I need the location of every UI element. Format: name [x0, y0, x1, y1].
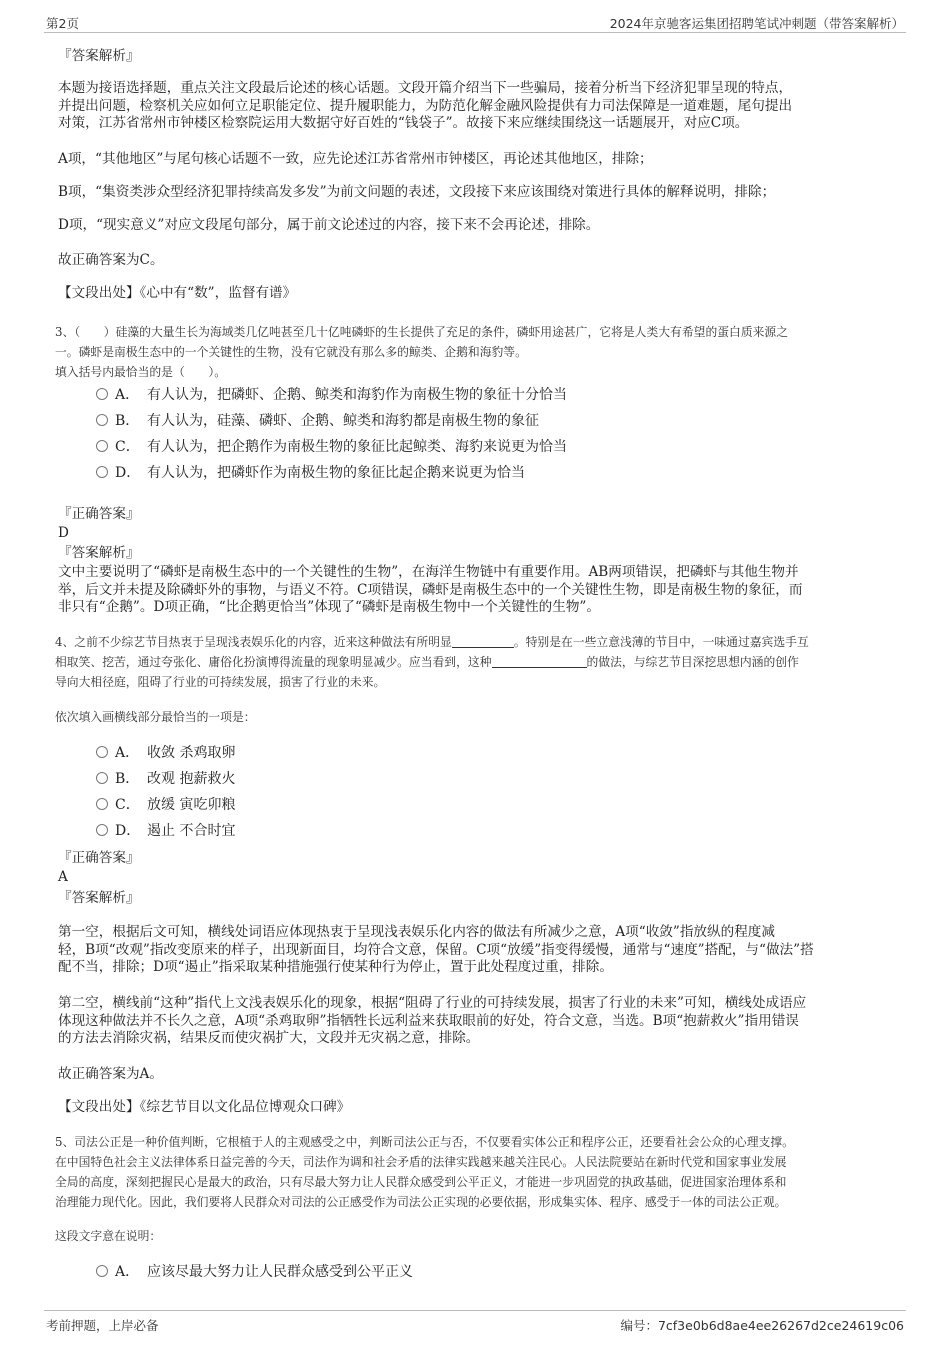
q4-stem — [55, 632, 900, 692]
q4-analysis-line: 配不当，排除；D项“遏止”指采取某种措施强行使某种行为停止，置于此处程度过重，排除。 — [58, 959, 613, 975]
radio-icon[interactable] — [96, 824, 108, 836]
radio-icon[interactable] — [96, 746, 108, 758]
q4-analysis-line: 的方法去消除灾祸，结果反而使灾祸扩大，文段并无灾祸之意，排除。 — [58, 1030, 480, 1046]
fill-blank-2 — [492, 654, 587, 668]
q4-analysis-paragraph-2 — [58, 995, 898, 1048]
q3-option-a[interactable] — [96, 385, 567, 405]
option-letter: C． — [115, 439, 140, 455]
option-letter: A． — [115, 387, 140, 403]
q3-stem — [55, 322, 900, 382]
q4-analysis-line: 轻，B项“改观”指改变原来的样子，出现新面目，均符合文意，保留。C项“放缓”指变得缓慢，通常与“速度”搭配，与“做法”搭 — [58, 941, 814, 958]
q4-option-c[interactable] — [96, 795, 235, 815]
q5-stem-line: 5、司法公正是一种价值判断，它根植于人的主观感受之中，判断司法公正与否，不仅要看实体公正和程序公正，还要看社会公众的心理支撑。 — [55, 1135, 794, 1149]
fill-blank-1 — [452, 634, 514, 648]
q2-analysis-label: 『答案解析』 — [58, 48, 140, 64]
q2-option-a-analysis: A项，“其他地区”与尾句核心话题不一致，应先论述江苏省常州市钟楼区，再论述其他地区，排除； — [58, 151, 653, 167]
q4-answer-label: 『正确答案』 — [58, 850, 140, 866]
q4-analysis-line: 体现这种做法并不长久之意，A项“杀鸡取卵”指牺牲长远利益来获取眼前的好处，符合文意，当选。B项“抱薪救火”指用错误 — [58, 1012, 799, 1029]
q3-analysis-line: 文中主要说明了“磷虾是南极生态中的一个关键性的生物”，在海洋生物链中有重要作用。AB两项错误，把磷虾与其他生物并 — [58, 564, 799, 580]
q5-prompt: 这段文字意在说明： — [55, 1229, 162, 1243]
q4-option-d[interactable] — [96, 821, 235, 841]
document-title: 2024年京驰客运集团招聘笔试冲刺题（带答案解析） — [609, 16, 904, 31]
option-text: 有人认为，把磷虾作为南极生物的象征比起企鹅来说更为恰当 — [147, 465, 525, 481]
q2-analysis-line: 对策，江苏省常州市钟楼区检察院运用大数据守好百姓的“钱袋子”。故接下来应继续围绕这一话题展开，对应C项。 — [58, 115, 749, 131]
q5-stem-line: 全局的高度，深刻把握民心是最大的政治，只有尽最大努力让人民群众感受到公平正义，才能进一步巩固党的执政基础，促进国家治理体系和 — [55, 1175, 787, 1189]
q4-analysis-line: 第二空，横线前“这种”指代上文浅表娱乐化的现象，根据“阻碍了行业的可持续发展，损害了行业的未来”可知，横线处成语应 — [58, 995, 807, 1011]
q3-answer-label: 『正确答案』 — [58, 506, 140, 522]
q3-option-b[interactable] — [96, 411, 539, 431]
q4-analysis-paragraph-1 — [58, 924, 898, 977]
option-text: 改观 抱薪救火 — [147, 771, 236, 787]
option-text: 有人认为，把企鹅作为南极生物的象征比起鲸类、海豹来说更为恰当 — [147, 439, 567, 455]
option-letter: C． — [115, 797, 140, 813]
q4-option-b[interactable] — [96, 769, 235, 789]
q4-analysis-line: 第一空，根据后文可知，横线处词语应体现热衷于呈现浅表娱乐化内容的做法有所减少之意，A项“收敛”指放纵的程度减 — [58, 924, 775, 940]
q3-option-c[interactable] — [96, 437, 567, 457]
option-letter: A． — [115, 745, 140, 761]
option-text: 有人认为，把磷虾、企鹅、鲸类和海豹作为南极生物的象征十分恰当 — [147, 387, 567, 403]
q4-answer: A — [58, 869, 68, 885]
q5-stem — [55, 1132, 900, 1212]
q3-analysis-line: 举，后文并未提及除磷虾外的事物，与语义不符。C项错误，磷虾是南极生态中的一个关键性生物，即是南极生物的象征，而 — [58, 581, 803, 598]
option-text: 遏止 不合时宜 — [147, 823, 236, 839]
q3-stem-line: 填入括号内最恰当的是（ ）。 — [55, 365, 227, 379]
option-letter: D． — [115, 823, 141, 839]
footer-slogan: 考前押题，上岸必备 — [46, 1318, 159, 1333]
page-header — [44, 12, 906, 33]
page-footer — [44, 1310, 906, 1335]
option-text: 应该尽最大努力让人民群众感受到公平正义 — [147, 1264, 413, 1280]
radio-icon[interactable] — [96, 414, 108, 426]
document-id: 编号：7cf3e0b6d8ae4ee26267d2ce24619c06 — [620, 1318, 904, 1333]
radio-icon[interactable] — [96, 1265, 108, 1277]
q5-stem-line: 治理能力现代化。因此，我们要将人民群众对司法的公正感受作为司法公正实现的必要依据，形成集实体、程序、感受于一体的司法公正观。 — [55, 1195, 787, 1209]
q2-option-d-analysis: D项，“现实意义”对应文段尾句部分，属于前文论述过的内容，接下来不会再论述，排除。 — [58, 217, 600, 233]
option-text: 收敛 杀鸡取卵 — [147, 745, 236, 761]
q4-analysis-label: 『答案解析』 — [58, 890, 140, 906]
option-text: 放缓 寅吃卯粮 — [147, 797, 236, 813]
q2-conclusion: 故正确答案为C。 — [58, 252, 164, 268]
q3-option-d[interactable] — [96, 463, 525, 483]
option-letter: B． — [115, 771, 140, 787]
q4-conclusion: 故正确答案为A。 — [58, 1066, 163, 1082]
q2-analysis-line: 本题为接语选择题，重点关注文段最后论述的核心话题。文段开篇介绍当下一些骗局，接着分析当下经济犯罪呈现的特点， — [58, 80, 793, 96]
page-number: 第2页 — [46, 16, 79, 31]
q3-stem-line: 一。磷虾是南极生态中的一个关键性的生物，没有它就没有那么多的鲸类、企鹅和海豹等。 — [55, 345, 527, 359]
q4-source: 【文段出处】《综艺节目以文化品位博观众口碑》 — [58, 1099, 351, 1115]
option-letter: B． — [115, 413, 140, 429]
option-text: 有人认为，硅藻、磷虾、企鹅、鲸类和海豹都是南极生物的象征 — [147, 413, 539, 429]
q2-source: 【文段出处】《心中有“数”，监督有谱》 — [58, 285, 297, 301]
radio-icon[interactable] — [96, 798, 108, 810]
option-letter: D． — [115, 465, 141, 481]
q5-option-a[interactable] — [96, 1262, 413, 1282]
q3-analysis-paragraph — [58, 564, 898, 617]
radio-icon[interactable] — [96, 772, 108, 784]
radio-icon[interactable] — [96, 466, 108, 478]
q5-stem-line: 在中国特色社会主义法律体系日益完善的今天，司法作为调和社会矛盾的法律实践越来越关注民心。人民法院要站在新时代党和国家事业发展 — [55, 1155, 787, 1169]
q2-option-b-analysis: B项，“集资类涉众型经济犯罪持续高发多发”为前文问题的表述，文段接下来应该围绕对策进行具体的解释说明，排除； — [58, 184, 776, 200]
q4-stem-line: 相取笑、挖苦，通过夸张化、庸俗化扮演博得流量的现象明显减少。应当看到，这种 的做法，与综艺节目深挖思想内涵的创作 — [55, 655, 799, 669]
radio-icon[interactable] — [96, 388, 108, 400]
q4-stem-line: 4、之前不少综艺节目热衷于呈现浅表娱乐化的内容，近来这种做法有所明显 。特别是在一些立意浅薄的节目中，一味通过嘉宾选手互 — [55, 635, 809, 649]
q4-option-a[interactable] — [96, 743, 235, 763]
option-letter: A． — [115, 1264, 140, 1280]
q2-analysis-line: 并提出问题，检察机关应如何立足职能定位、提升履职能力，为防范化解金融风险提供有力司法保障是一道难题，尾句提出 — [58, 97, 793, 114]
q3-stem-line: 3、（ ）硅藻的大量生长为海域类几亿吨甚至几十亿吨磷虾的生长提供了充足的条件，磷虾用途甚广，它将是人类大有希望的蛋白质来源之 — [55, 325, 789, 339]
q4-prompt: 依次填入画横线部分最恰当的一项是： — [55, 710, 256, 724]
q4-stem-line: 导向大相径庭，阻碍了行业的可持续发展，损害了行业的未来。 — [55, 675, 386, 689]
q2-analysis-paragraph — [58, 80, 898, 133]
q3-analysis-line: 非只有“企鹅”。D项正确，“比企鹅更恰当”体现了“磷虾是南极生物中一个关键性的生物”。 — [58, 599, 600, 615]
q3-answer: D — [58, 525, 69, 541]
radio-icon[interactable] — [96, 440, 108, 452]
q3-analysis-label: 『答案解析』 — [58, 545, 140, 561]
